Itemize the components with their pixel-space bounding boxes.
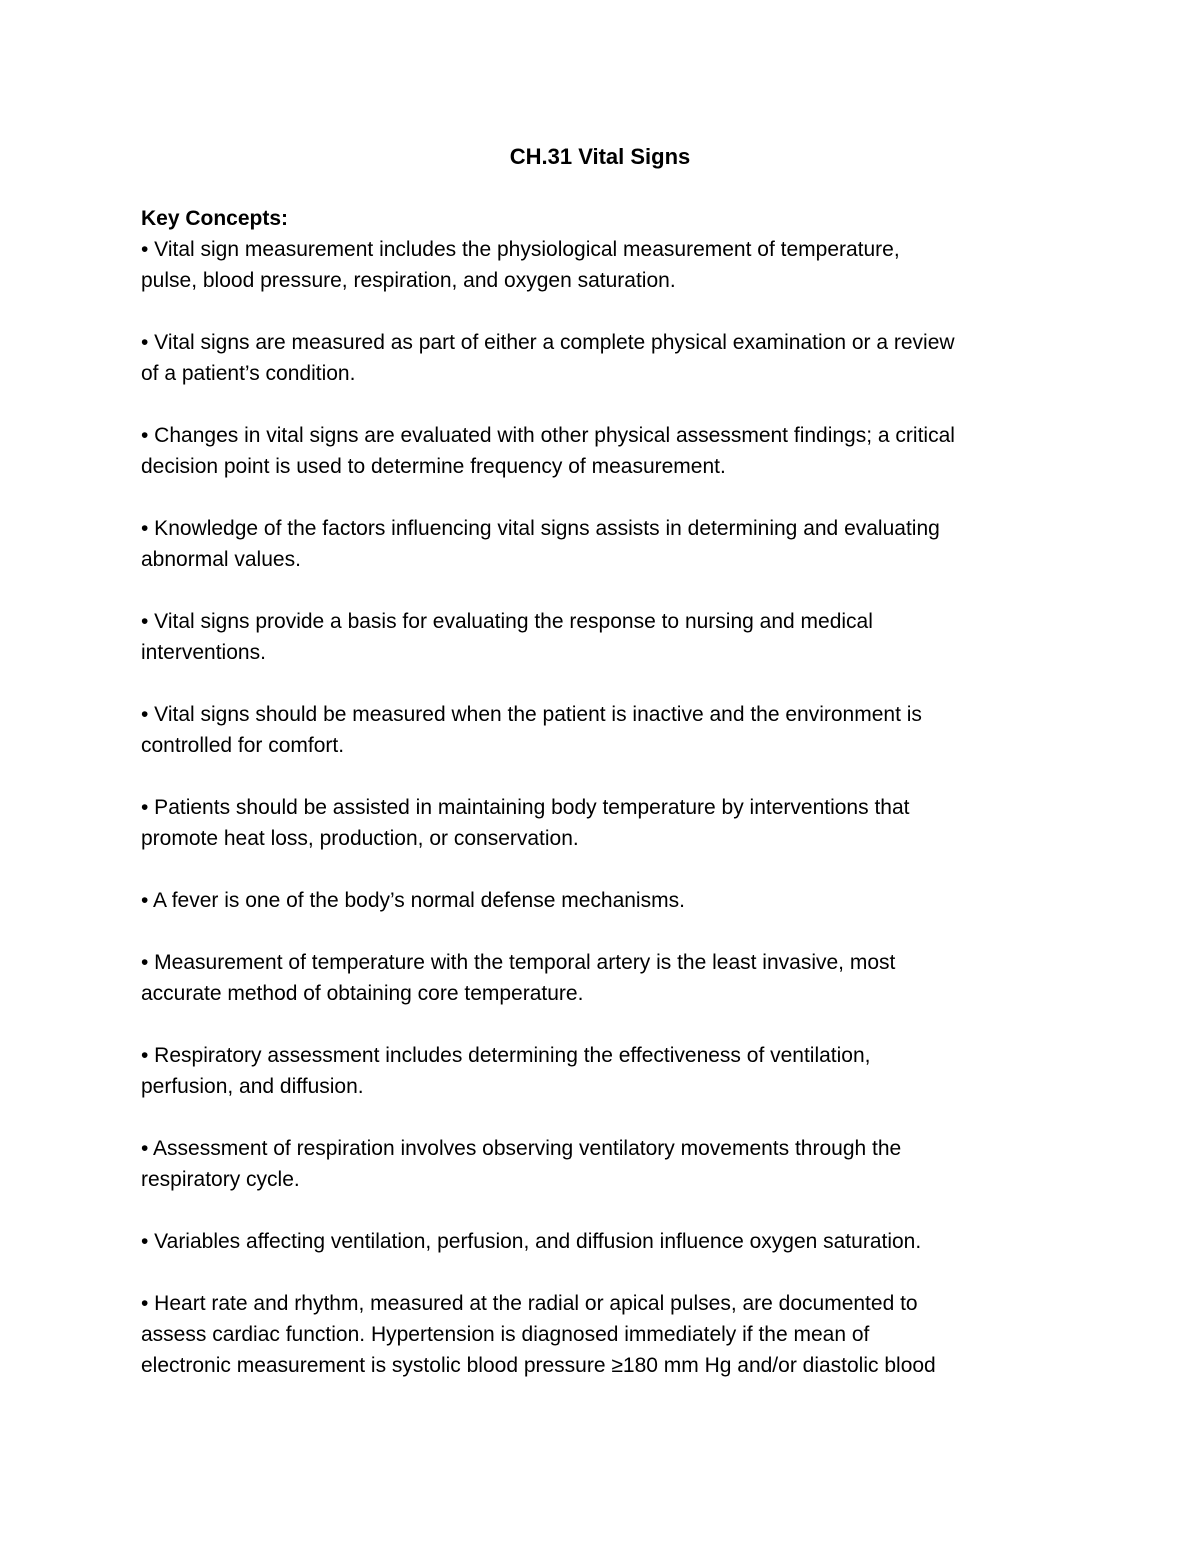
text-line: perfusion, and diffusion.: [141, 1075, 364, 1098]
list-item: [141, 513, 1071, 575]
text-line: • Vital sign measurement includes the physiological measurement of temperature,: [141, 238, 900, 261]
text-line: pulse, blood pressure, respiration, and oxygen saturation.: [141, 269, 676, 292]
list-item: [141, 327, 1071, 389]
list-item: [141, 885, 1071, 916]
list-item: [141, 1288, 1071, 1381]
list-item: [141, 699, 1071, 761]
text-line: • Vital signs are measured as part of either a complete physical examination or a review: [141, 331, 955, 354]
list-item: [141, 792, 1071, 854]
text-line: • A fever is one of the body’s normal defense mechanisms.: [141, 889, 685, 912]
list-item: [141, 1226, 1071, 1257]
text-line: • Knowledge of the factors influencing vital signs assists in determining and evaluating: [141, 517, 940, 540]
text-line: of a patient’s condition.: [141, 362, 356, 385]
list-item: [141, 606, 1071, 668]
text-line: controlled for comfort.: [141, 734, 345, 757]
text-line: respiratory cycle.: [141, 1168, 300, 1191]
text-line: interventions.: [141, 641, 266, 664]
text-line: electronic measurement is systolic blood pressure ≥180 mm Hg and/or diastolic blood: [141, 1354, 936, 1377]
text-line: • Patients should be assisted in maintaining body temperature by interventions that: [141, 796, 910, 819]
list-item: [141, 947, 1071, 1009]
text-line: • Vital signs should be measured when the patient is inactive and the environment is: [141, 703, 922, 726]
list-item: [141, 1133, 1071, 1195]
text-line: • Changes in vital signs are evaluated with other physical assessment findings; a critical: [141, 424, 955, 447]
list-item: [141, 420, 1071, 482]
document-title: CH.31 Vital Signs: [509, 144, 691, 169]
text-line: decision point is used to determine frequency of measurement.: [141, 455, 726, 478]
text-line: • Respiratory assessment includes determining the effectiveness of ventilation,: [141, 1044, 871, 1067]
text-line: • Vital signs provide a basis for evaluating the response to nursing and medical: [141, 610, 873, 633]
text-line: • Variables affecting ventilation, perfusion, and diffusion influence oxygen saturation.: [141, 1230, 922, 1253]
text-line: assess cardiac function. Hypertension is diagnosed immediately if the mean of: [141, 1323, 870, 1346]
text-line: • Assessment of respiration involves observing ventilatory movements through the: [141, 1137, 902, 1160]
text-line: • Measurement of temperature with the temporal artery is the least invasive, most: [141, 951, 896, 974]
text-line: promote heat loss, production, or conservation.: [141, 827, 579, 850]
section-heading: Key Concepts:: [141, 207, 289, 230]
text-line: • Heart rate and rhythm, measured at the radial or apical pulses, are documented to: [141, 1292, 918, 1315]
list-item: [141, 234, 1071, 296]
list-item: [141, 1040, 1071, 1102]
key-concepts-list: [141, 234, 1071, 1381]
text-line: abnormal values.: [141, 548, 301, 571]
text-line: accurate method of obtaining core temperature.: [141, 982, 584, 1005]
